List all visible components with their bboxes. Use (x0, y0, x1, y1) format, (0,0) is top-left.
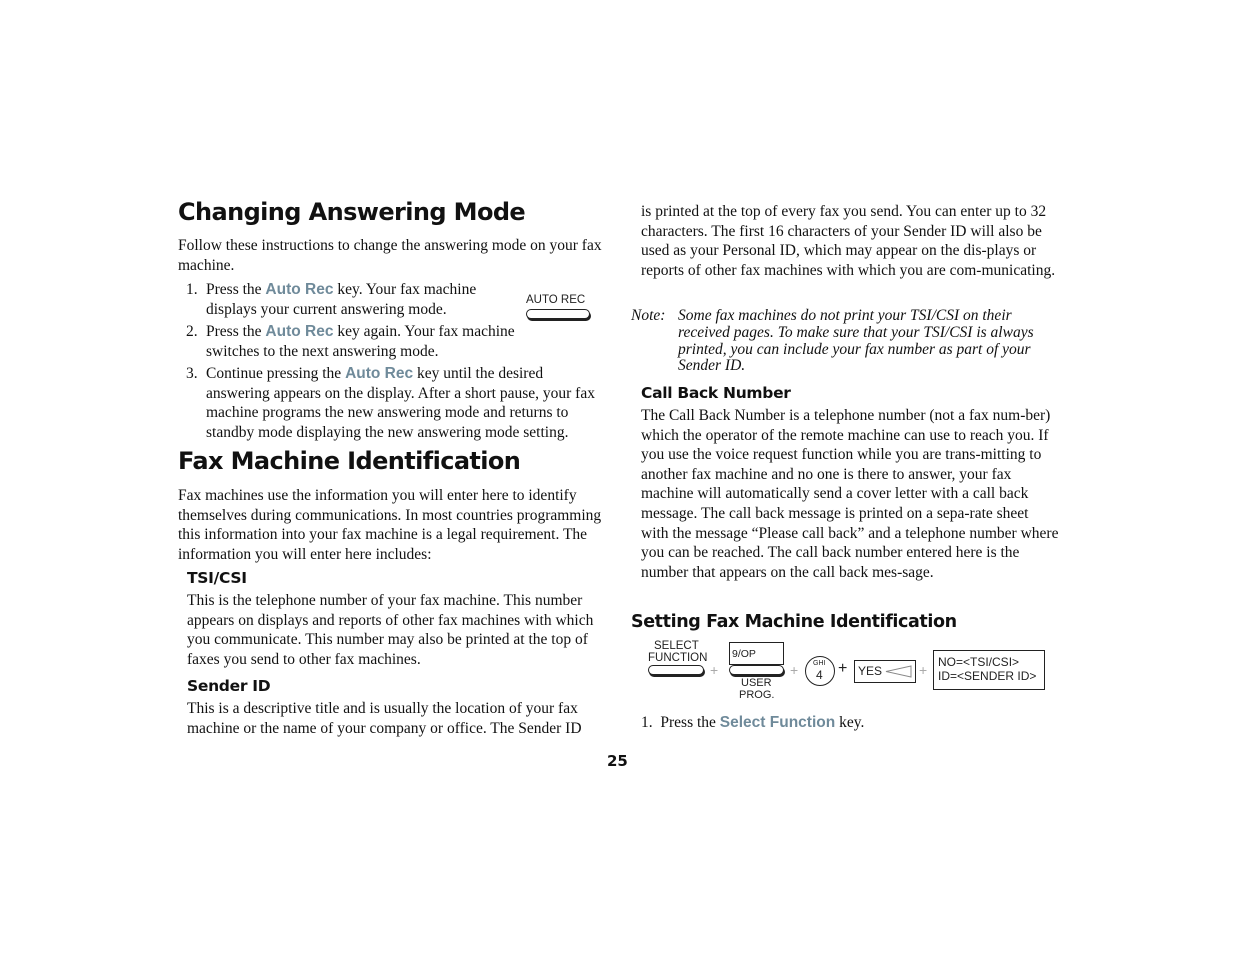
intro-paragraph: Follow these instructions to change the answering mode on your fax machine. (178, 237, 602, 274)
display-9op (729, 642, 784, 665)
select-function-label-line1: SELECT (654, 640, 699, 652)
plus-icon: + (790, 662, 799, 678)
auto-rec-key-ref: Auto Rec (345, 365, 414, 382)
heading-tsi-csi: TSI/CSI (187, 569, 247, 587)
select-function-key-ref: Select Function (719, 714, 836, 731)
tsi-paragraph: This is the telephone number of your fax machine. This number appears on displays and reports of other fax machines with which you communicate. This number may also be printed at the top of faxes you send to other fax machines. (187, 592, 594, 668)
select-function-label-line2: FUNCTION (648, 652, 708, 664)
step-1: 1. Press the Auto Rec key. Your fax machine displays your current answering mode. (186, 281, 477, 318)
step-3: 3. Continue pressing the Auto Rec key until the desired answering appears on the display. After a short pause, your fax machine programs the new answering mode and returns to standby mode displaying the new answering mode setting. (186, 365, 595, 441)
heading-sender-id: Sender ID (187, 677, 271, 695)
display-9op-text: 9/OP (732, 648, 756, 660)
display-sender-id-text: ID=<SENDER ID> (938, 669, 1037, 683)
yes-key (854, 660, 916, 683)
arrow-left-icon (885, 665, 913, 678)
plus-icon: + (710, 662, 719, 678)
sender-paragraph: This is a descriptive title and is usually the location of your fax machine or the name of your company or office. The Sender ID (187, 700, 582, 737)
prog-label: PROG. (739, 689, 775, 701)
plus-icon: + (919, 662, 928, 678)
heading-setting-fax-machine-identification: Setting Fax Machine Identification (631, 612, 957, 632)
plus-icon: + (838, 660, 848, 677)
digit-4-label: 4 (816, 668, 823, 682)
select-function-key-icon (648, 665, 704, 675)
setting-step-1: 1. Press the Select Function key. (641, 714, 865, 731)
user-label: USER (741, 677, 772, 689)
heading-changing-answering-mode: Changing Answering Mode (178, 198, 526, 226)
heading-call-back-number: Call Back Number (641, 384, 791, 402)
user-prog-key-icon (729, 665, 784, 675)
sender-paragraph-continued: is printed at the top of every fax you send. You can enter up to 32 characters. The first 16 characters of your Sender ID will also be used as your Personal ID, which may appear on the dis-plays or reports of other fax machines with which you are com-municating. (641, 203, 1056, 279)
ghi-label: GHI (813, 660, 826, 667)
auto-rec-key-ref: Auto Rec (265, 281, 334, 298)
yes-label: YES (858, 664, 883, 678)
fax-id-intro: Fax machines use the information you will enter here to identify themselves during communications. In most countries programming this information into your fax machine is a legal requirement. The information you will enter here includes: (178, 487, 602, 563)
auto-rec-key-label: AUTO REC (526, 294, 586, 306)
page-number: 25 (607, 752, 628, 770)
display-no-tsi-text: NO=<TSI/CSI> (938, 655, 1020, 669)
heading-fax-machine-identification: Fax Machine Identification (178, 447, 521, 475)
note-text: Some fax machines do not print your TSI/CSI on their received pages. To make sure that your TSI/CSI is always printed, you can include your fax number as part of your Sender ID. (678, 307, 1034, 375)
callback-paragraph: The Call Back Number is a telephone number (not a fax num-ber) which the operator of the remote machine can use to reach you. If you use the voice request function while you are trans-mitting to another fax machine and no one is there to answer, your fax machine will automatically send a cover letter with a call back message. The call back message is printed on a sepa-rate sheet with the message “Please call back” and a telephone number where you can be reached. The call back number entered here is the number that appears on the call back mes-sage. (641, 407, 1059, 581)
step-2: 2. Press the Auto Rec key again. Your fax machine switches to the next answering mode. (186, 323, 515, 360)
display-no-id (933, 650, 1045, 690)
digit-4-key-icon (805, 656, 835, 686)
auto-rec-key-ref: Auto Rec (265, 323, 334, 340)
auto-rec-key-icon (526, 309, 590, 319)
note-label: Note: (631, 307, 666, 324)
